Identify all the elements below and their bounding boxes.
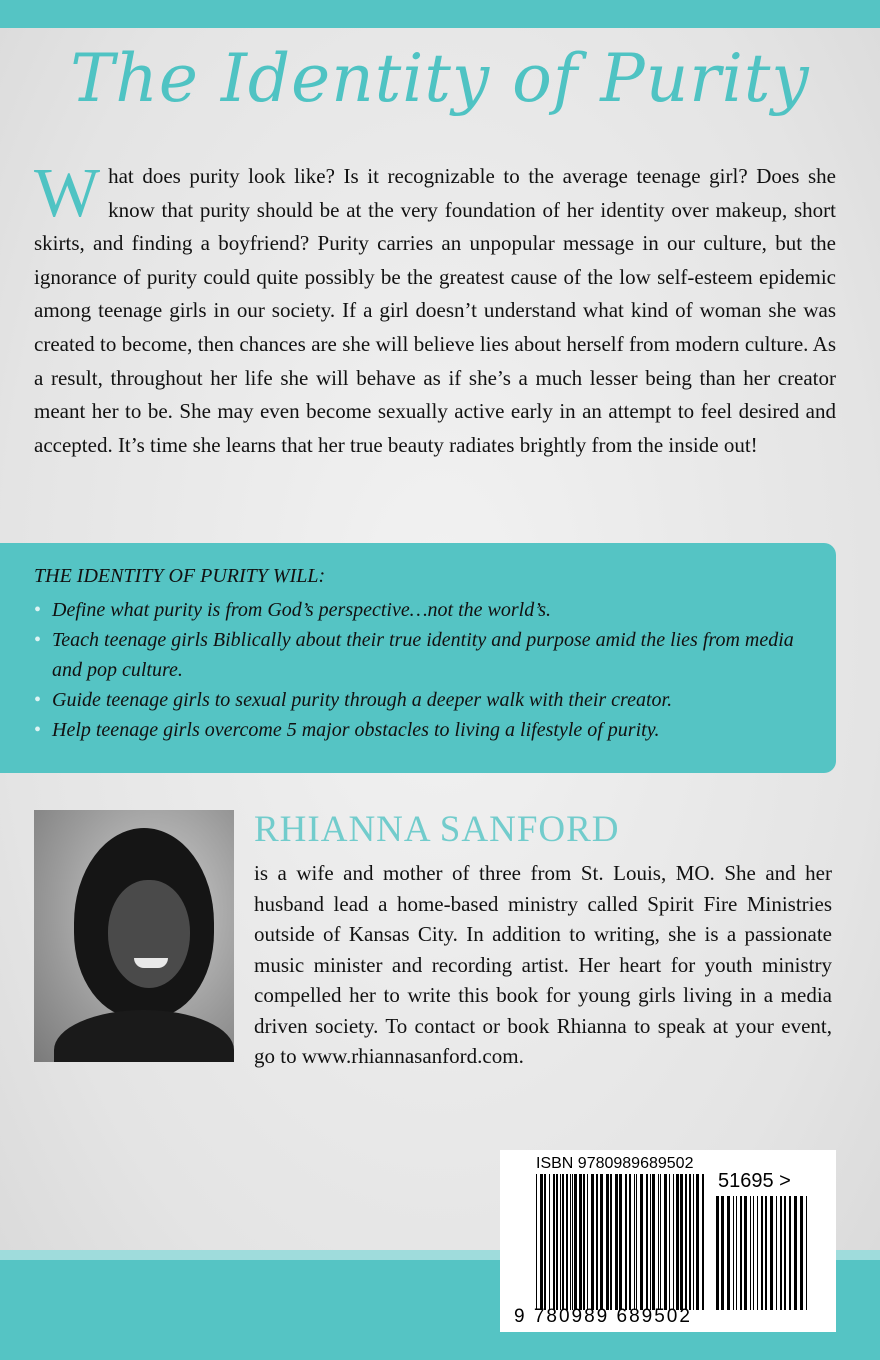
bullet-icon: • [34,689,42,711]
bullet-icon: • [34,599,42,621]
barcode-bars [536,1174,706,1310]
bio-text: is a wife and mother of three from St. Louis, MO. She and her husband lead a home-based ministry called Spirit Fire Ministries outside of Kansas City. In addition to writing, she is a passionate music minister and recording artist. Her heart for youth ministry compelled her to write this book for young girls living in a media driven society. To contact or book Rhianna to speak at your event, go to www.rhiannasanford.com. [254,861,832,1068]
barcode-bar [660,1174,661,1310]
barcode-bar [784,1196,786,1310]
barcode-bar [556,1174,558,1310]
barcode-bar [574,1174,577,1310]
barcode-bar [800,1196,803,1310]
feature-item [34,715,824,745]
barcode-bar [640,1174,643,1310]
barcode-bar [562,1174,564,1310]
book-title: The Identity of Purity [70,40,810,117]
barcode-bar [536,1174,537,1310]
barcode-bar [702,1174,704,1310]
barcode-bar [676,1174,679,1310]
features-panel [0,543,836,773]
barcode-bar [591,1174,594,1310]
barcode-bar [579,1174,582,1310]
barcode-bar [625,1174,627,1310]
isbn-label: ISBN 9780989689502 [536,1155,694,1172]
barcode-bar [721,1196,724,1310]
intro-text: hat does purity look like? Is it recognizable to the average teenage girl? Does she know that purity should be at the very foundation of her identity over makeup, short skirts, and finding a boyfriend? Purity carries an unpopular message in our culture, but the ignorance of purity could quite possibly be the greatest cause of the low self-esteem epidemic among teenage girls in our society. If a girl doesn’t understand what kind of woman she was created to become, then chances are she will believe lies about herself from modern culture. As a result, throughout her life she will behave as if she’s a much lesser being than her creator meant her to be. She may even become sexually active early in an attempt to feel desired and accepted. It’s time she learns that her true beauty radiates brightly from the inside out! [34,164,836,457]
barcode-bar [685,1174,687,1310]
barcode-bar [757,1196,758,1310]
feature-text: Define what purity is from God’s perspective…not the world’s. [52,599,552,621]
feature-text: Help teenage girls overcome 5 major obstacles to living a lifestyle of purity. [52,719,660,741]
barcode-bar [636,1174,637,1310]
barcode-bar [750,1196,751,1310]
author-bio [34,858,832,1072]
feature-item [34,625,824,685]
barcode-bar [689,1174,691,1310]
feature-text: Guide teenage girls to sexual purity through a deeper walk with their creator. [52,689,673,711]
addon-barcode-bars [716,1196,812,1310]
features-list [34,595,824,745]
intro-paragraph [34,155,836,462]
barcode-bar [610,1174,612,1310]
barcode-bar [615,1174,618,1310]
barcode-bar [606,1174,609,1310]
barcode-bar [780,1196,782,1310]
barcode-bar [789,1196,791,1310]
top-accent-band [0,0,880,28]
barcode-bar [587,1174,588,1310]
barcode-bar [596,1174,598,1310]
features-heading: THE IDENTITY OF PURITY WILL: [34,565,326,587]
feature-item [34,685,824,715]
barcode-bar [570,1174,571,1310]
barcode-bar [673,1174,674,1310]
feature-item [34,595,824,625]
barcode-bar [794,1196,797,1310]
drop-cap: W [34,155,101,232]
barcode-bar [540,1174,543,1310]
price-code: 51695 > [718,1170,791,1192]
feature-text: Teach teenage girls Biblically about their true identity and purpose amid the lies from media and pop culture. [52,629,794,681]
barcode-bar [733,1196,734,1310]
barcode-bar [669,1174,670,1310]
barcode-digits: 9 780989 689502 [514,1306,692,1327]
barcode-bar [740,1196,742,1310]
barcode-bar [696,1174,699,1310]
bio-photo-spacer [34,858,254,1058]
barcode-bar [744,1196,747,1310]
barcode-bar [544,1174,546,1310]
author-name: RHIANNA SANFORD [254,809,620,850]
barcode-bar [658,1174,659,1310]
barcode-bar [549,1174,550,1310]
barcode-bar [619,1174,622,1310]
barcode-bar [583,1174,585,1310]
barcode-bar [629,1174,631,1310]
barcode-bar [652,1174,655,1310]
bullet-icon: • [34,629,42,651]
barcode-bar [664,1174,667,1310]
barcode-bar [634,1174,635,1310]
barcode-bar [770,1196,773,1310]
barcode-bar [776,1196,777,1310]
isbn-barcode [500,1150,836,1332]
barcode-bar [572,1174,573,1310]
barcode-bar [646,1174,648,1310]
barcode-bar [765,1196,767,1310]
barcode-bar [806,1196,807,1310]
barcode-bar [560,1174,561,1310]
barcode-bar [680,1174,683,1310]
barcode-bar [736,1196,737,1310]
barcode-bar [727,1196,730,1310]
barcode-bar [566,1174,568,1310]
barcode-bar [753,1196,754,1310]
bullet-icon: • [34,719,42,741]
barcode-bar [716,1196,719,1310]
barcode-bar [600,1174,603,1310]
barcode-bar [761,1196,763,1310]
barcode-bar [553,1174,555,1310]
barcode-bar [650,1174,651,1310]
barcode-bar [693,1174,694,1310]
